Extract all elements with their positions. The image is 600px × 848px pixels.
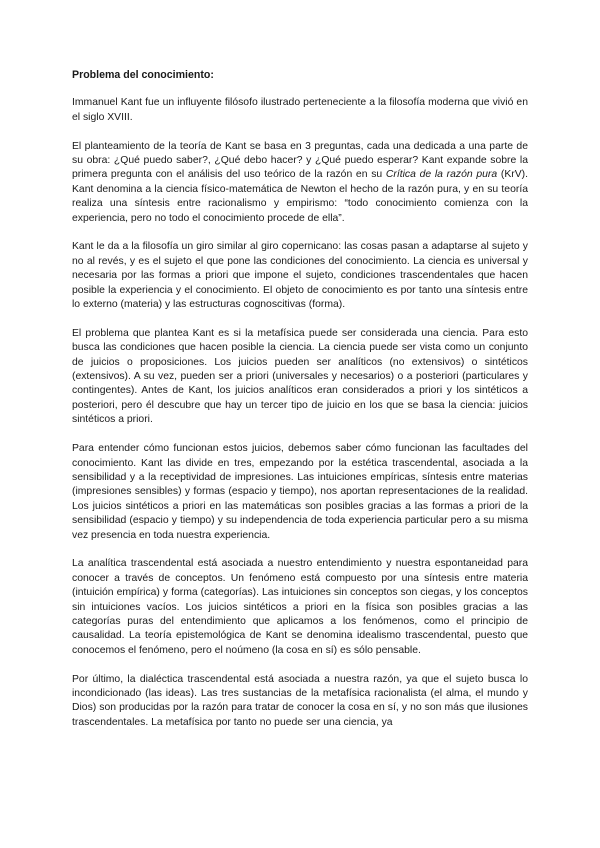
paragraph-questions-text-1: El planteamiento de la teoría de Kant se basa en 3 preguntas, cada una dedicada a una parte de su obra: ¿Qué puedo saber?, ¿Qué debo hacer? y ¿Qué puedo esperar? Kant expande sobre la primera pregunta con el análisis del uso teórico de la razón en su [72, 140, 528, 181]
paragraph-aesthetic: Para entender cómo funcionan estos juicios, debemos saber cómo funcionan las facultades del conocimiento. Kant las divide en tres, empezando por la estética trascendental, asociada a la sensibilidad y a la receptividad de impresiones. Las intuiciones empíricas, síntesis entre materias (impresiones sensibles) y formas (espacio y tiempo), nos aportan representaciones de la realidad. Los juicios sintéticos a priori en las matemáticas son posibles gracias a las formas a priori de la sensibilidad (espacio y tiempo) y su independencia de toda experiencia particular pero a su misma vez presencia en toda nuestra experiencia. [72, 443, 528, 541]
book-title-italic: Crítica de la razón pura [385, 169, 498, 181]
paragraph-intro: Immanuel Kant fue un influyente filósofo ilustrado perteneciente a la filosofía moderna que vivió en el siglo XVIII. [72, 97, 528, 123]
paragraph-questions [72, 140, 528, 226]
paragraph-questions-text-2: (KrV). Kant denomina a la ciencia físico-matemática de Newton el hecho de la razón pura, y en su teoría realiza una síntesis entre racionalismo y empirismo: “todo conocimiento comienza con la experiencia, pero no todo el conocimiento procede de ella”. [72, 169, 528, 224]
document-body [72, 68, 528, 745]
paragraph-dialectic: Por último, la dialéctica trascendental está asociada a nuestra razón, ya que el sujeto busca lo incondicionado (las ideas). Las tres sustancias de la metafísica racionalista (el alma, el mundo y Dios) son producidas por la razón para tratar de conocer la cosa en sí, y no son más que ilusiones trascendentales. La metafísica por tanto no puede ser una ciencia, ya [72, 673, 528, 728]
document-title: Problema del conocimiento: [72, 69, 214, 81]
paragraph-analytic: La analítica trascendental está asociada a nuestro entendimiento y nuestra espontaneidad para conocer a través de conceptos. Un fenómeno está compuesto por una síntesis entre materia (intuición empírica) y forma (categorías). Las intuiciones sin conceptos son ciegas, y los conceptos sin intuiciones vacíos. Los juicios sintéticos a priori en la física son posibles gracias a las categorías puras del entendimiento que aplicamos a los fenómenos, como el principio de causalidad. La teoría epistemológica de Kant se denomina idealismo trascendental, puesto que conocemos el fenómeno, pero el noúmeno (la cosa en sí) es sólo pensable. [72, 558, 528, 656]
paragraph-metaphysics: El problema que plantea Kant es si la metafísica puede ser considerada una ciencia. Para esto busca las condiciones que hacen posible la ciencia. La ciencia puede ser vista como un conjunto de juicios o proposiciones. Los juicios pueden ser analíticos (no extensivos) o sintéticos (extensivos). A su vez, pueden ser a priori (universales y necesarios) o a posteriori (particulares y contingentes). Antes de Kant, los juicios analíticos eran considerados a priori y los sintéticos a posteriori, pero él descubre que hay un tercer tipo de juicio en los que se basa la ciencia: juicios sintéticos a priori. [72, 327, 528, 426]
paragraph-copernican: Kant le da a la filosofía un giro similar al giro copernicano: las cosas pasan a adaptarse al sujeto y no al revés, y es el sujeto el que pone las condiciones del conocimiento. La ciencia es universal y necesaria por las formas a priori que impone el sujeto, condiciones trascendentales que hacen posible la experiencia y el conocimiento. El objeto de conocimiento es por tanto una síntesis entre lo externo (materia) y las estructuras cognoscitivas (forma). [72, 241, 528, 311]
